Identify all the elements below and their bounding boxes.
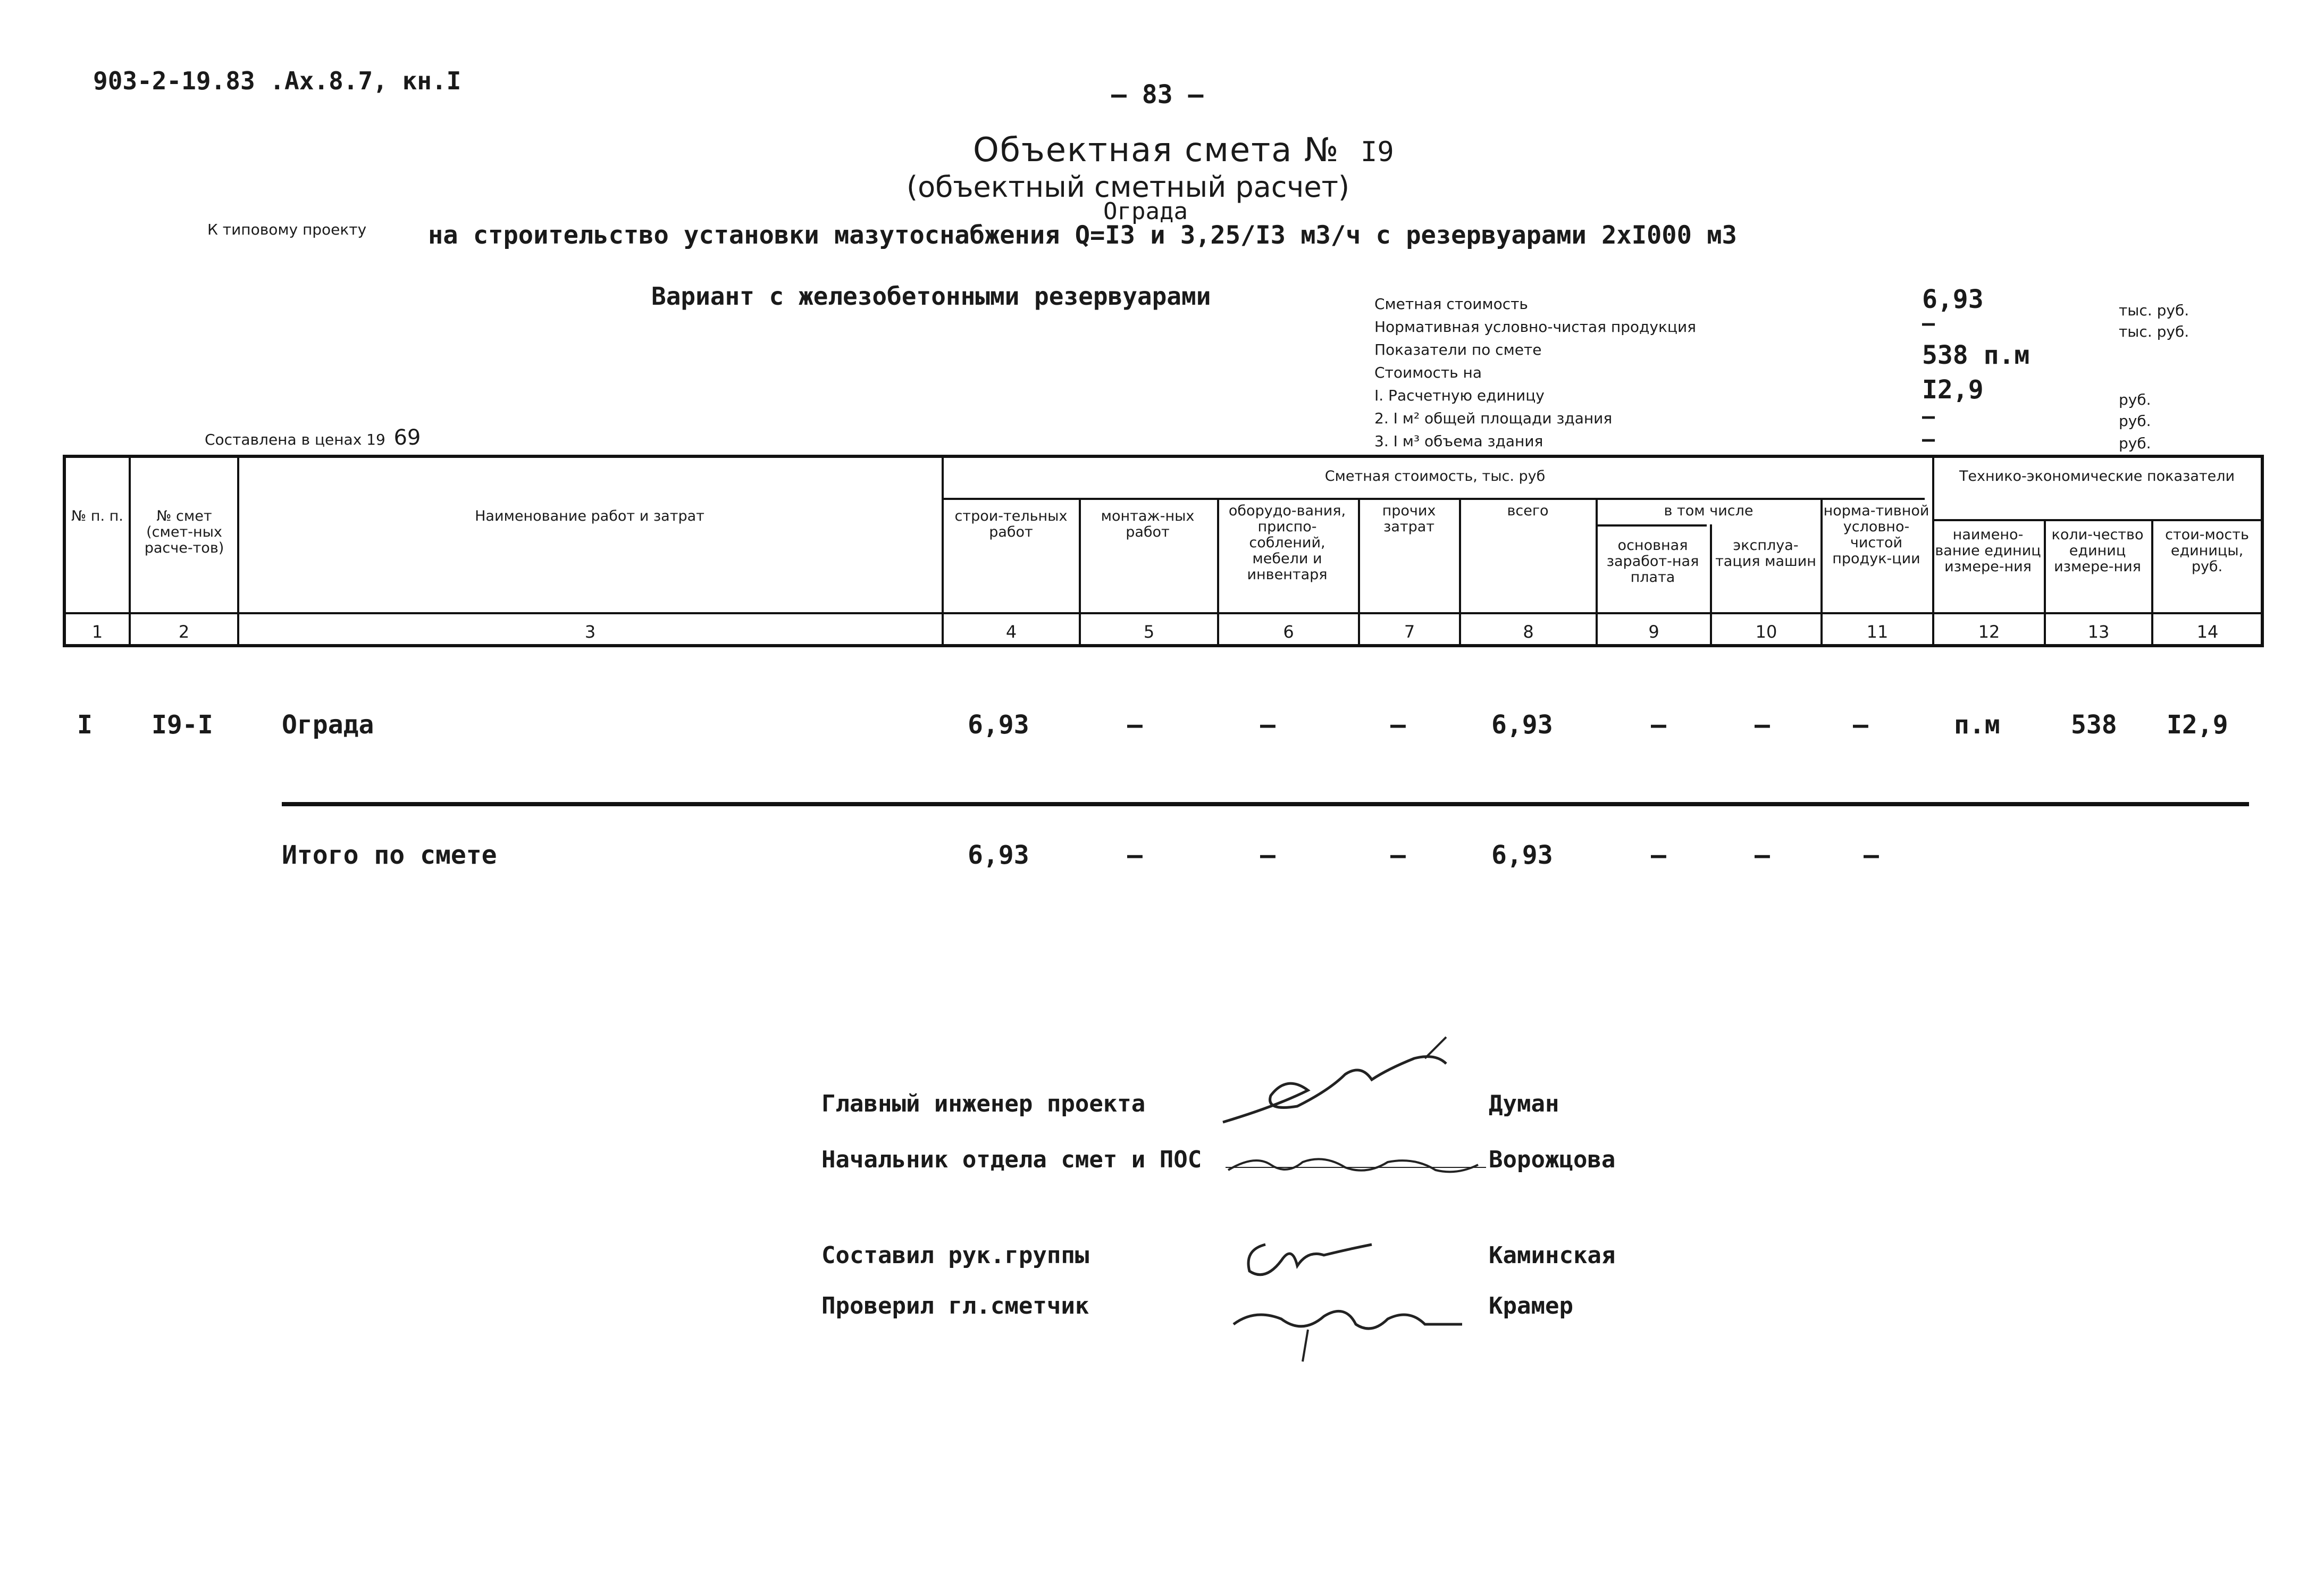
handwritten-signature-4 [1223,1287,1467,1367]
summary-unit: руб. [2119,435,2151,452]
total-equipment: – [1260,840,1276,870]
summary-value: 6,93 [1922,285,1984,314]
col-number: 11 [1866,622,1889,642]
col-header-1: № п. п. [71,508,123,524]
cell-unit-name: п.м [1954,710,2000,740]
col-number: 8 [1523,622,1534,642]
total-wages: – [1651,840,1666,870]
page-title: Объектная смета № [973,130,1340,169]
col-header-8: всего [1507,503,1549,519]
doc-code: 903-2-19.83 .Ах.8.7, кн.I [93,66,462,95]
col-number: 2 [178,622,190,642]
summary-unit: тыс. руб. [2119,323,2189,340]
summary-value: – [1922,404,1935,429]
summary-label: Стоимость на [1374,364,1482,381]
summary-label: 3. I м³ объема здания [1374,432,1543,450]
summary-value: 538 п.м [1922,340,2030,370]
col-header-3: Наименование работ и затрат [475,508,704,524]
col-header-10: эксплуа-тация машин [1715,537,1816,570]
cell-estimate-no: I9-I [152,710,213,740]
handwritten-signature-1 [1212,1026,1489,1143]
summary-unit: руб. [2119,391,2151,408]
signature-name: Думан [1489,1090,1559,1117]
signature-role: Составил рук.группы [821,1242,1089,1269]
total-machines: – [1755,840,1770,870]
col-number: 7 [1404,622,1415,642]
col-number: 9 [1648,622,1659,642]
summary-unit: руб. [2119,412,2151,430]
project-label: К типовому проекту [207,221,367,238]
group-header-incl: в том числе [1664,503,1754,519]
signature-role: Проверил гл.сметчик [821,1292,1089,1320]
signature-role: Главный инженер проекта [821,1090,1146,1117]
summary-unit: тыс. руб. [2119,302,2189,319]
summary-label: Показатели по смете [1374,341,1542,358]
cell-name: Ограда [282,710,374,740]
col-number: 5 [1143,622,1155,642]
title-block [973,130,1394,169]
summary-value: – [1922,311,1935,336]
cell-total: 6,93 [1491,710,1553,740]
signature-name: Ворожцова [1489,1146,1616,1173]
cell-equipment: – [1260,710,1276,740]
col-number: 3 [584,622,596,642]
col-number: 10 [1755,622,1777,642]
summary-label: Сметная стоимость [1374,295,1528,313]
col-header-5: монтаж-ных работ [1101,508,1195,540]
prices-label: Составлена в ценах 19 [205,431,385,448]
summary-value: I2,9 [1922,375,1984,405]
handwritten-signature-3 [1234,1229,1393,1287]
col-header-4: строи-тельных работ [954,508,1068,540]
signature-name: Каминская [1489,1242,1616,1269]
summary-value: – [1922,427,1935,452]
signature-name: Крамер [1489,1292,1573,1320]
cell-net-output: – [1853,710,1868,740]
col-header-12: наимено-вание единиц измере-ния [1935,527,2041,575]
col-header-7: прочих затрат [1382,503,1436,535]
variant-text: Вариант с железобетонными резервуарами [651,282,1211,311]
total-label: Итого по смете [282,840,497,870]
cell-other: – [1390,710,1406,740]
cell-machines: – [1755,710,1770,740]
col-header-9: основная заработ-ная плата [1606,537,1699,586]
total-net-output: – [1864,840,1879,870]
col-number: 4 [1005,622,1017,642]
total-divider [282,802,2249,806]
prices-year: 69 [393,425,421,450]
cell-construction: 6,93 [968,710,1029,740]
estimate-table-header [63,455,2264,647]
prices-note [205,425,421,450]
cell-assembly: – [1127,710,1143,740]
col-number: 1 [91,622,103,642]
handwritten-signature-2 [1223,1143,1489,1191]
total-construction: 6,93 [968,840,1029,870]
cell-unit-qty: 538 [2071,710,2117,740]
page-subtitle: (объектный сметный расчет) [907,170,1350,204]
col-number: 14 [2196,622,2219,642]
estimate-number: I9 [1361,136,1394,168]
col-number: 6 [1283,622,1294,642]
col-header-13: коли-чество единиц измере-ния [2051,527,2144,575]
col-header-11: норма-тивной условно-чистой продук-ции [1823,503,1929,567]
project-text: на строительство установки мазутоснабжения Q=I3 и 3,25/I3 м3/ч с резервуарами 2хI000 м3 [428,221,1737,250]
signature-role: Начальник отдела смет и ПОС [821,1146,1202,1173]
summary-label: 2. I м² общей площади здания [1374,410,1613,427]
col-number: 12 [1978,622,2000,642]
cell-wages: – [1651,710,1666,740]
col-number: 13 [2087,622,2110,642]
summary-label: Нормативная условно-чистая продукция [1374,318,1696,336]
total-other: – [1390,840,1406,870]
summary-label: I. Расчетную единицу [1374,387,1545,404]
total-assembly: – [1127,840,1143,870]
total-sum: 6,93 [1491,840,1553,870]
object-name: Ограда [1103,198,1188,225]
page-number: — 83 — [1111,80,1204,110]
col-header-6: оборудо-вания, приспо-соблений, мебели и инвентаря [1228,503,1346,583]
col-header-14: стои-мость единицы, руб. [2165,527,2249,575]
cell-num: I [77,710,93,740]
group-header-cost: Сметная стоимость, тыс. руб [1324,468,1546,485]
cell-unit-cost: I2,9 [2167,710,2228,740]
group-header-tech: Технико-экономические показатели [1959,468,2235,485]
col-header-2: № смет (смет-ных расче-тов) [144,508,224,556]
